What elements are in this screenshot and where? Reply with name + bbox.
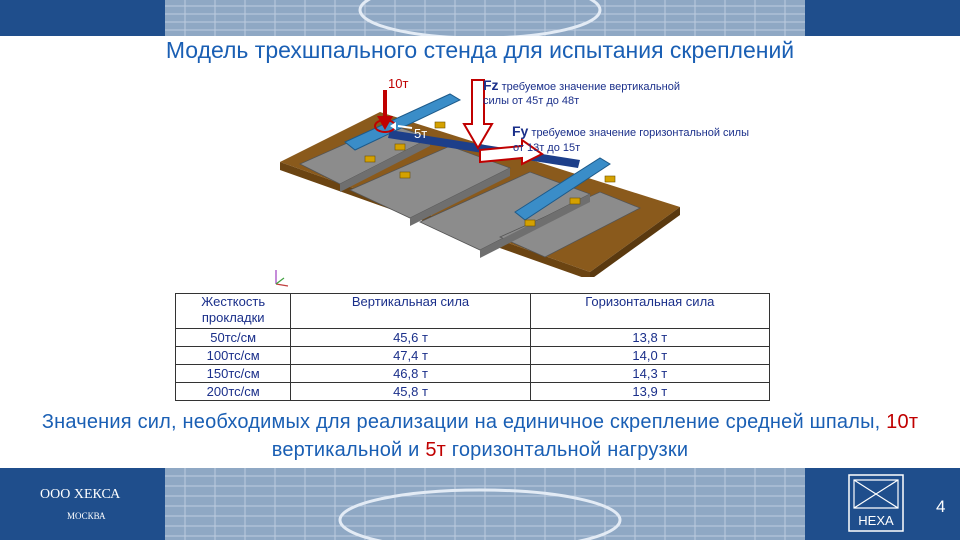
- force-10t-label: 10т: [388, 76, 409, 91]
- table-row: [176, 365, 770, 383]
- fy-label: [512, 124, 749, 140]
- table-cell: 47,4 т: [291, 347, 530, 365]
- fy-text-line2: от 13т до 15т: [513, 142, 581, 154]
- table-cell: 150тс/см: [176, 365, 291, 383]
- table-header-cell: Вертикальная сила: [291, 294, 530, 329]
- fz-text-line1: требуемое значение вертикальной: [501, 81, 680, 93]
- note-text-part3: горизонтальной нагрузки: [451, 439, 689, 461]
- table-row: [176, 329, 770, 347]
- note-text-part1: Значения сил, необходимых для реализации на единичное скрепление средней шпалы,: [41, 411, 881, 433]
- footer-band: [0, 468, 960, 540]
- fz-label: [483, 78, 680, 94]
- mesh-background-image: [0, 0, 960, 36]
- fz-symbol: Fz: [483, 77, 499, 93]
- note-text-part2: вертикальной и: [271, 439, 420, 461]
- table-cell: 13,8 т: [530, 329, 769, 347]
- company-city: МОСКВА: [67, 511, 106, 521]
- header-band: [0, 0, 960, 36]
- table-cell: 14,3 т: [530, 365, 769, 383]
- table-cell: 13,9 т: [530, 383, 769, 401]
- table-header-cell: Горизонтальная сила: [530, 294, 769, 329]
- force-results-table: [175, 293, 770, 401]
- table-row: [176, 383, 770, 401]
- note-vertical-value: 10т: [886, 411, 919, 433]
- table-cell: 45,6 т: [291, 329, 530, 347]
- table-cell: 45,8 т: [291, 383, 530, 401]
- fz-text-line2: силы от 45т до 48т: [483, 95, 580, 107]
- page-number: 4: [936, 497, 946, 516]
- force-5t-label: 5т: [414, 126, 428, 141]
- logo-text: HEXA: [858, 513, 894, 528]
- mesh-background-image: [0, 468, 960, 540]
- fy-symbol: Fy: [512, 123, 529, 139]
- hexa-logo: [848, 474, 904, 532]
- slide-title: Модель трехшпального стенда для испытания скреплений: [165, 37, 795, 63]
- table-cell: 46,8 т: [291, 365, 530, 383]
- table-header-cell: Жесткость прокладки: [176, 294, 291, 329]
- note-horizontal-value: 5т: [425, 439, 446, 461]
- table-header-row: [176, 294, 770, 329]
- company-name: ООО ХЕКСА: [40, 487, 121, 502]
- table-cell: 100тс/см: [176, 347, 291, 365]
- table-cell: 14,0 т: [530, 347, 769, 365]
- test-stand-model-image: [260, 72, 690, 277]
- axis-triad-icon: [268, 266, 292, 290]
- summary-note: [20, 408, 940, 464]
- table-row: [176, 347, 770, 365]
- fy-text-line1: требуемое значение горизонтальной силы: [531, 127, 750, 139]
- table-cell: 50тс/см: [176, 329, 291, 347]
- table-cell: 200тс/см: [176, 383, 291, 401]
